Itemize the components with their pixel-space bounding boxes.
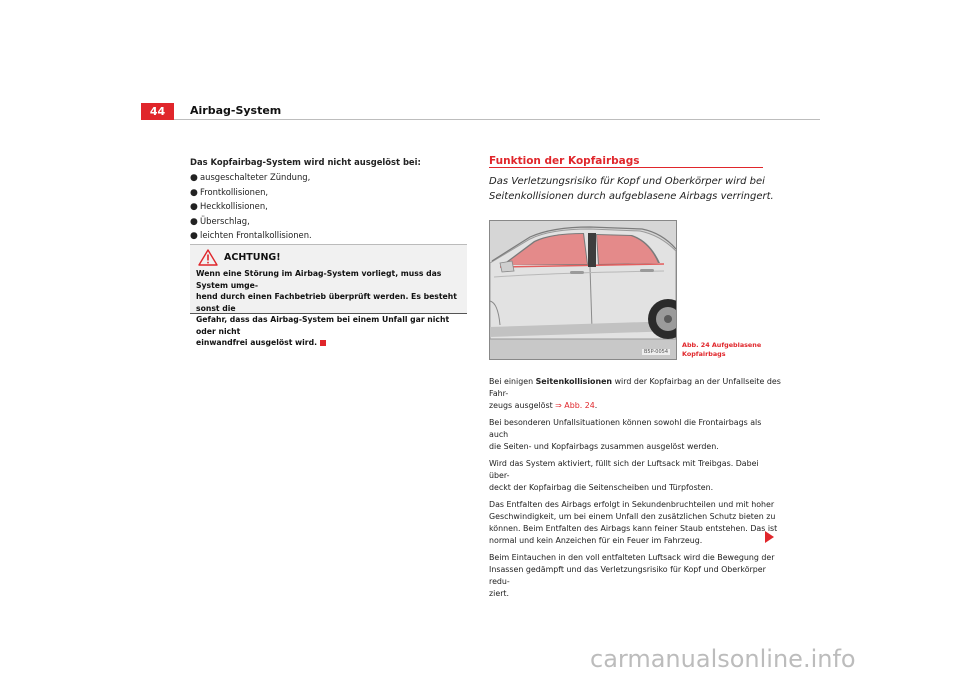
bullet-icon: ● xyxy=(190,187,198,198)
section-title: Funktion der Kopfairbags xyxy=(489,155,640,167)
section-title-rule xyxy=(489,167,763,168)
body-text xyxy=(489,376,781,605)
paragraph: Beim Eintauchen in den voll entfalteten Luftsack wird die Bewegung der Insassen gedämpft und das Verletzungsrisiko für Kopf und Oberkörper redu- ziert. xyxy=(489,553,775,598)
watermark: carmanualsonline.info xyxy=(590,645,856,673)
paragraph: Bei einigen Seitenkollisionen wird der Kopfairbag an der Unfallseite des Fahr- zeugs ausgelöst ⇒ Abb. 24. xyxy=(489,377,781,410)
non-deployment-intro: Das Kopfairbag-System wird nicht ausgelöst bei: xyxy=(190,157,421,167)
figure-reference-link[interactable]: ⇒ Abb. 24 xyxy=(555,401,595,410)
list-item: ● leichten Frontalkollisionen. xyxy=(190,228,312,243)
bullet-icon: ● xyxy=(190,202,198,212)
paragraph: Bei besonderen Unfallsituationen können sowohl die Frontairbags als auch die Seiten- und Kopfairbags zusammen ausgelöst werden. xyxy=(489,418,762,451)
paragraph: Wird das System aktiviert, füllt sich der Luftsack mit Treibgas. Dabei über- deckt der Kopfairbag die Seitenscheiben und Türpfosten. xyxy=(489,459,759,492)
running-header-title: Airbag-System xyxy=(190,104,282,117)
list-item: ● Überschlag, xyxy=(190,214,312,229)
header-rule xyxy=(174,119,820,120)
page-number: 44 xyxy=(141,103,174,120)
warning-box xyxy=(190,244,467,347)
list-item: ● Heckkollisionen, xyxy=(190,199,312,214)
section-lead: Das Verletzungsrisiko für Kopf und Oberkörper wird bei Seitenkollisionen durch aufgeblasene Airbags verringert. xyxy=(489,176,774,202)
bullet-icon: ● xyxy=(190,231,198,241)
list-item: ● Frontkollisionen, xyxy=(190,185,312,200)
figure-car-side-airbags xyxy=(489,220,677,360)
warning-text: Wenn eine Störung im Airbag-System vorliegt, muss das System umge- hend durch einen Fachbetrieb überprüft werden. Es besteht sonst die Gefahr, dass das Airbag-System bei einem Unfall gar nicht oder nicht einwandfrei ausgelöst wird. xyxy=(196,269,457,347)
non-deployment-list xyxy=(190,170,312,243)
warning-triangle-icon xyxy=(198,249,218,266)
figure-code: B5P-0054 xyxy=(643,349,668,355)
bullet-icon: ● xyxy=(190,173,198,183)
figure-caption: Abb. 24 Aufgeblasene Kopfairbags xyxy=(682,341,762,358)
header-rule-accent xyxy=(141,119,174,120)
warning-title: ACHTUNG! xyxy=(224,252,281,263)
end-of-section-icon xyxy=(320,340,326,346)
car-illustration xyxy=(490,221,676,359)
list-item: ● ausgeschalteter Zündung, xyxy=(190,170,312,185)
paragraph: Das Entfalten des Airbags erfolgt in Sekundenbruchteilen und mit hoher Geschwindigkeit, um bei einem Unfall den zusätzlichen Schutz bieten zu können. Beim Entfalten des Airbags kann feiner Staub entstehen. Das ist normal und kein Anzeichen für ein Feuer im Fahrzeug. xyxy=(489,500,778,545)
next-page-arrow-icon[interactable] xyxy=(765,531,774,543)
warning-top-rule xyxy=(190,244,467,245)
bullet-icon: ● xyxy=(190,216,198,227)
